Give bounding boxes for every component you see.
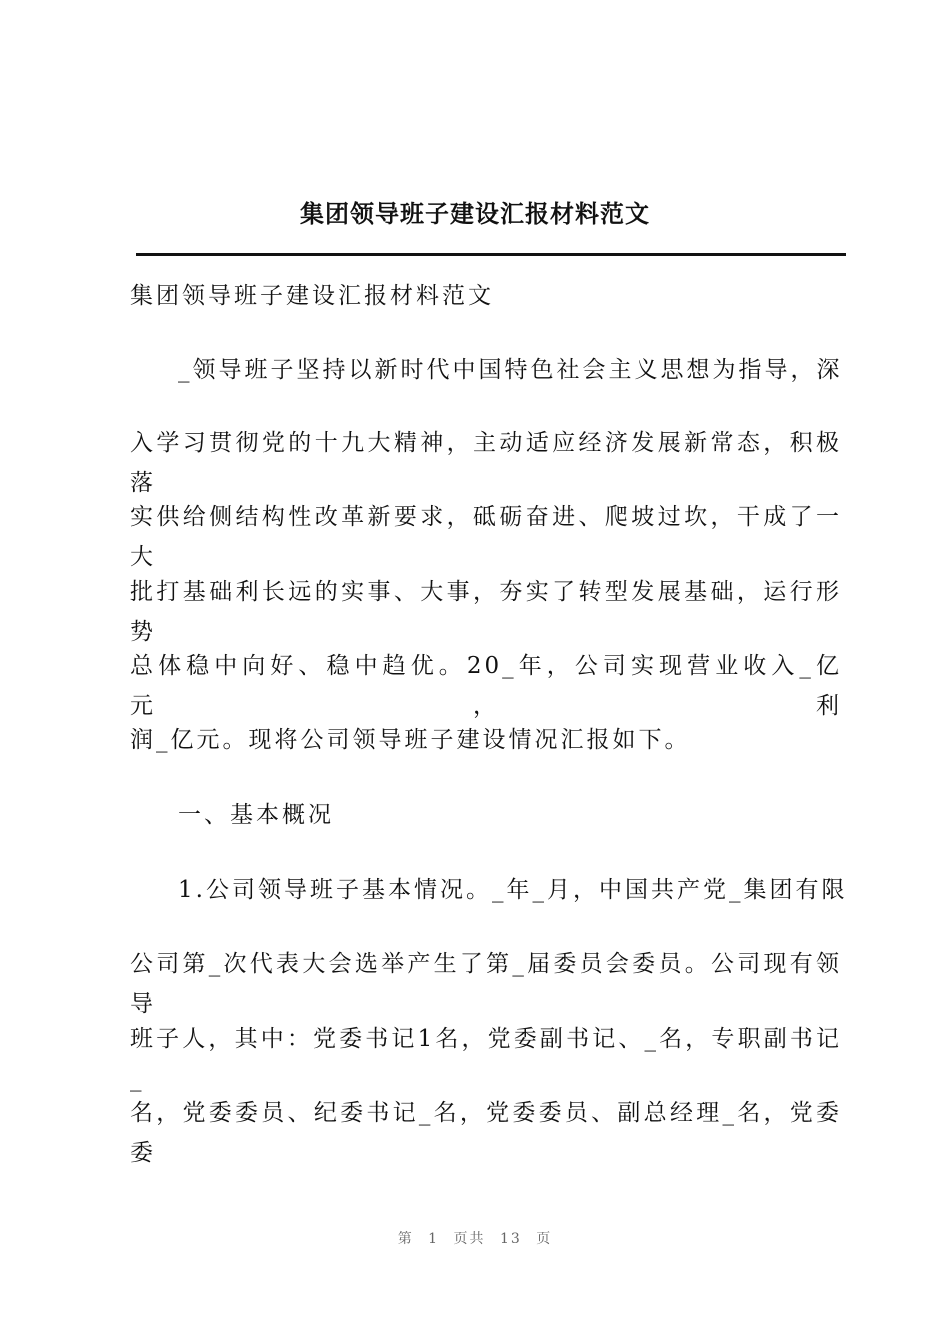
paragraph-line: 总体稳中向好、稳中趋优。20_年，公司实现营业收入_亿元，利 (130, 653, 842, 719)
paragraph-line: _领导班子坚持以新时代中国特色社会主义思想为指导，深 (178, 357, 843, 383)
paragraph-line: 实供给侧结构性改革新要求，砥砺奋进、爬坡过坎，干成了一大 (130, 504, 842, 570)
title-divider (136, 253, 846, 256)
paragraph-line: 1.公司领导班子基本情况。_年_月，中国共产党_集团有限 (178, 877, 848, 903)
paragraph-line: 名，党委委员、纪委书记_名，党委委员、副总经理_名，党委委 (130, 1100, 842, 1166)
paragraph-line: 润_亿元。现将公司领导班子建设情况汇报如下。 (130, 727, 691, 753)
paragraph-line: 班子人，其中：党委书记1名，党委副书记、_名，专职副书记_ (130, 1026, 842, 1092)
paragraph-line: 公司第_次代表大会选举产生了第_届委员会委员。公司现有领导 (130, 951, 842, 1017)
subtitle-line: 集团领导班子建设汇报材料范文 (130, 283, 494, 309)
section-heading: 一、基本概况 (178, 802, 334, 828)
page-footer: 第 1 页共 13 页 (397, 1231, 553, 1247)
document-title: 集团领导班子建设汇报材料范文 (300, 199, 650, 228)
paragraph-line: 批打基础利长远的实事、大事，夯实了转型发展基础，运行形势 (130, 579, 842, 645)
paragraph-line: 入学习贯彻党的十九大精神，主动适应经济发展新常态，积极落 (130, 430, 842, 496)
